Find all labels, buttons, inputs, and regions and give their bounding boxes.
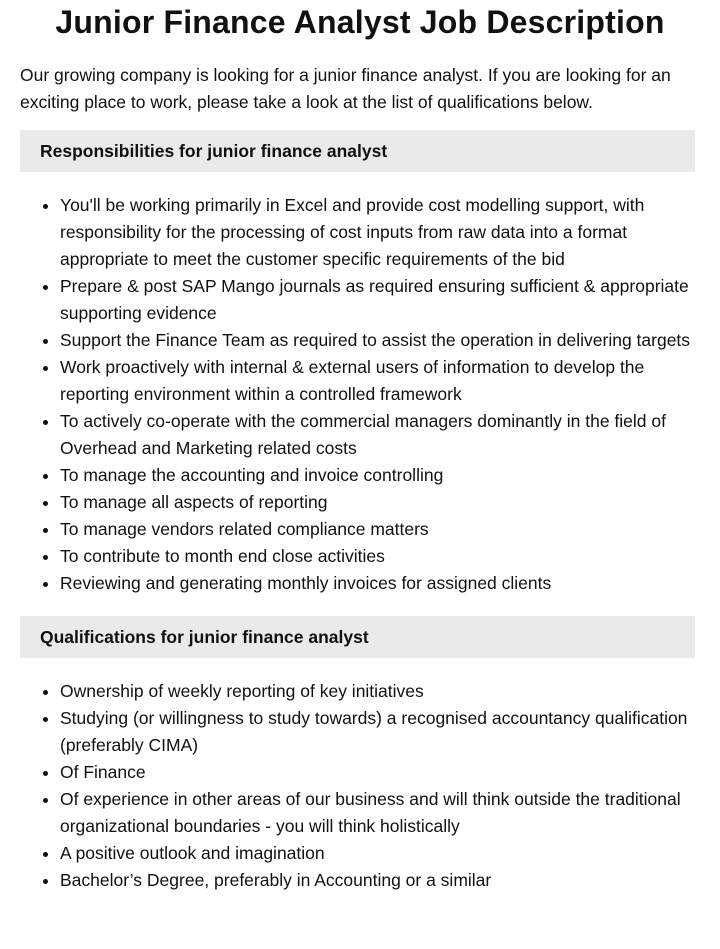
list-item: • Prepare & post SAP Mango journals as required ensuring sufficient & appropriate supporting evidence	[60, 273, 696, 327]
list-item: • Support the Finance Team as required to assist the operation in delivering targets	[60, 327, 696, 354]
list-item: • To actively co-operate with the commercial managers dominantly in the field of Overhead and Marketing related costs	[60, 408, 696, 462]
list-item: • To manage all aspects of reporting	[60, 489, 696, 516]
list-item: • Studying (or willingness to study towards) a recognised accountancy qualification (preferably CIMA)	[60, 705, 696, 759]
list-item: • Of experience in other areas of our business and will think outside the traditional organizational boundaries - you will think holistically	[60, 786, 696, 840]
list-item: • To contribute to month end close activities	[60, 543, 696, 570]
responsibilities-heading: Responsibilities for junior finance analyst	[20, 130, 695, 172]
qualifications-list	[0, 678, 720, 894]
qualifications-heading: Qualifications for junior finance analyst	[20, 616, 695, 658]
list-item: • Reviewing and generating monthly invoices for assigned clients	[60, 570, 696, 597]
page-title: Junior Finance Analyst Job Description	[55, 4, 665, 40]
list-item: • A positive outlook and imagination	[60, 840, 696, 867]
responsibilities-list	[0, 192, 720, 597]
list-item: • Bachelor’s Degree, preferably in Accounting or a similar	[60, 867, 696, 894]
list-item: • Work proactively with internal & external users of information to develop the reporting environment within a controlled framework	[60, 354, 696, 408]
intro-paragraph: Our growing company is looking for a junior finance analyst. If you are looking for an exciting place to work, please take a look at the list of qualifications below.	[20, 65, 671, 112]
list-item: • Ownership of weekly reporting of key initiatives	[60, 678, 696, 705]
list-item: • Of Finance	[60, 759, 696, 786]
list-item: • To manage vendors related compliance matters	[60, 516, 696, 543]
list-item: • To manage the accounting and invoice controlling	[60, 462, 696, 489]
list-item: • You'll be working primarily in Excel and provide cost modelling support, with responsibility for the processing of cost inputs from raw data into a format appropriate to meet the customer specific requirements of the bid	[60, 192, 696, 273]
